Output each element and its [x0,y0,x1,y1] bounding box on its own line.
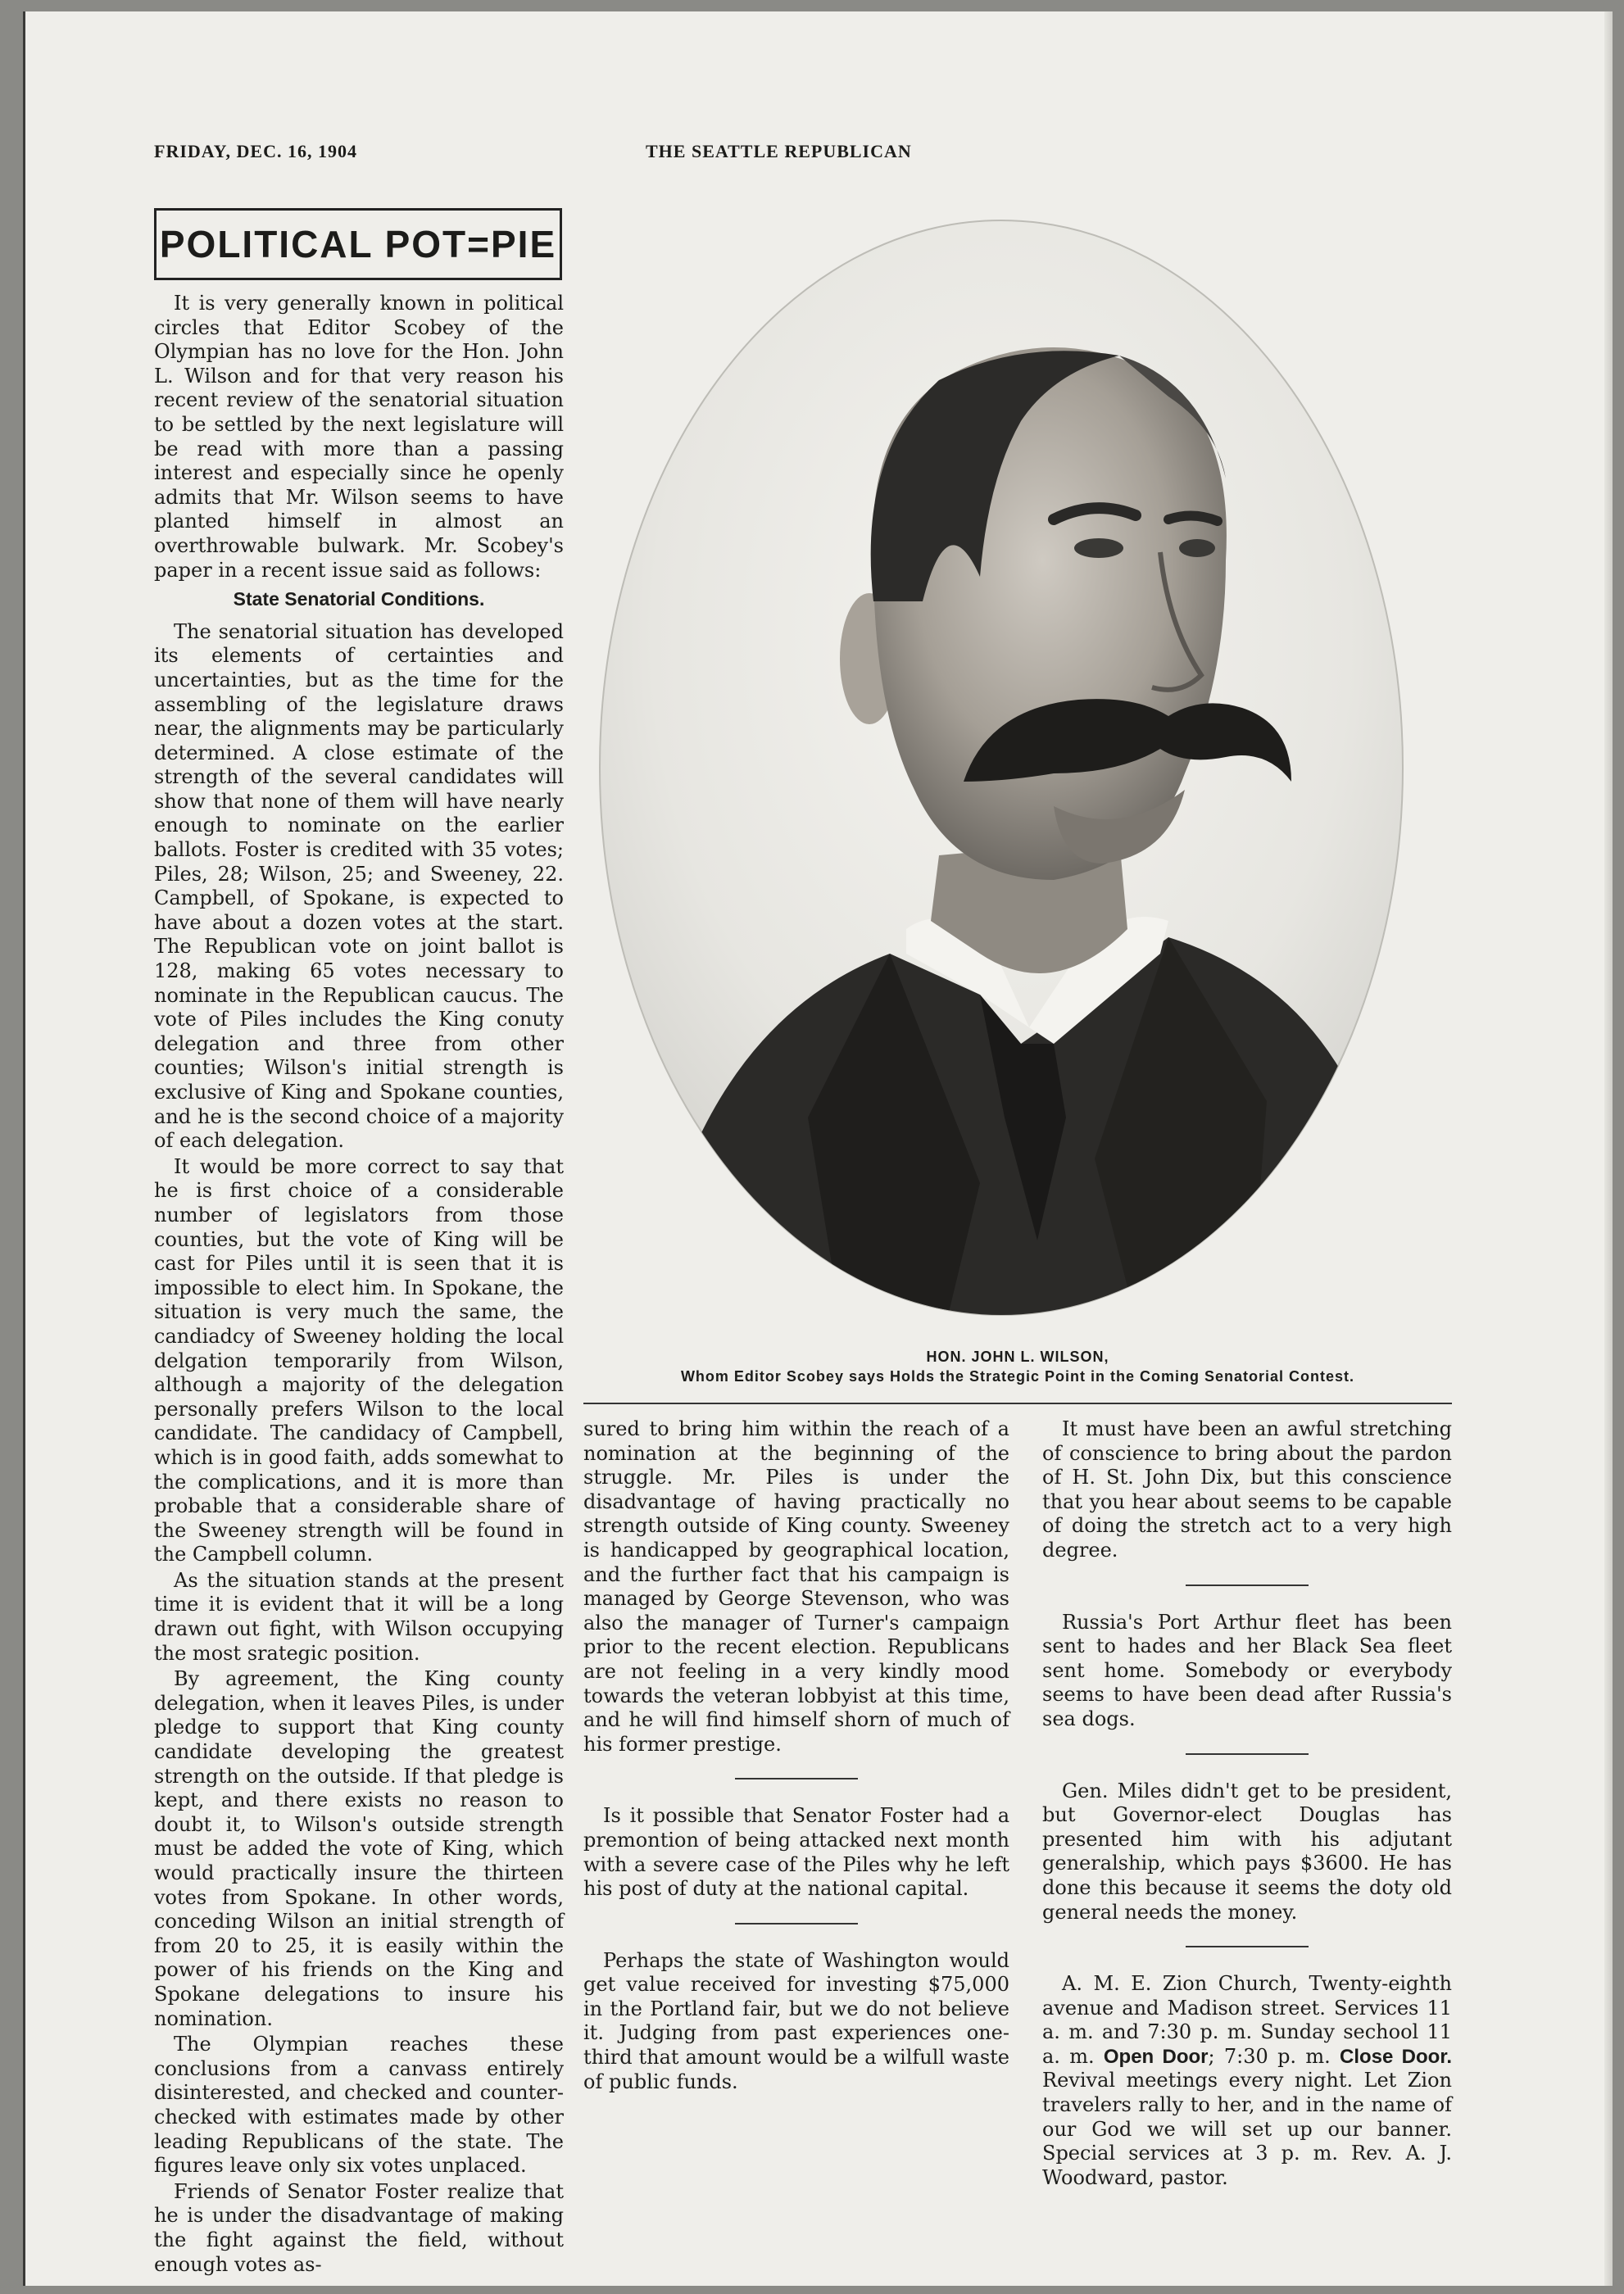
article-paragraph: It would be more correct to say that he is first choice of a considerable number of legislators from those counties, but the vote of King will be cast for Piles until it is seen that it is impossible to elect him. In Spokane, the situation is very much the same, the candiadcy of Sweeney holding the local delgation temporarily from Wilson, although a majority of the delegation personally prefers Wilson to the local candidate. The candidacy of Campbell, which is in good faith, adds somewhat to the complications, and it is more than probable that a considerable share of the Sweeney strength will be found in the Campbell column. [154,1154,564,1566]
item-divider [1186,1946,1309,1947]
caption-description: Whom Editor Scobey says Holds the Strategic Point in the Coming Senatorial Contest. [680,1368,1355,1385]
church-notice-text: ; 7:30 p. m. [1208,2044,1340,2068]
article-paragraph: The Olympian reaches these conclusions from a canvass entirely disinterested, and checked and counter-checked with estimates made by other leading Republicans of the state. The figures leave only six votes unplaced. [154,2033,564,2178]
item-divider [1186,1584,1309,1586]
folio-date: FRIDAY, DEC. 16, 1904 [154,141,357,161]
item-divider [735,1778,858,1779]
photo-caption [583,1347,1452,1386]
caption-divider [583,1403,1452,1404]
article-subhead: State Senatorial Conditions. [233,588,485,610]
article-intro: It is very generally known in political circles that Editor Scobey of the Olympian has no love for the Hon. John L. Wilson and for that very reason his recent review of the senatorial situation to be settled by the next legislature will be read with more than a passing interest and especially since he openly admits that Mr. Wilson seems to have planted himself in almost an overthrowable bulwark. Mr. Scobey's paper in a recent issue said as follows: [154,292,564,582]
article-paragraph: The senatorial situation has developed its elements of certainties and uncertainties, but as the time for the assembling of the legislature draws near, the alignments may be particularly determined. A close estimate of the strength of the several candidates will show that none of them will have nearly enough to nominate on the earlier ballots. Foster is credited with 35 votes; Piles, 28; Wilson, 25; and Sweeney, 22. Campbell, of Spokane, is expected to have about a dozen votes at the start. The Republican vote on joint ballot is 128, making 65 votes necessary to nominate in the Republican caucus. The vote of Piles includes the King conuty delegation and three from other counties; Wilson's initial strength is exclusive of King and Spokane counties, and he is the second choice of a majority of each delegation. [154,619,564,1153]
left-column [154,292,564,2278]
news-item: It must have been an awful stretching of conscience to bring about the pardon of H. St. John Dix, but this conscience that you hear about seems to be capable of doing the stretch act to a very high degree. [1042,1417,1452,1562]
close-door-label: Close Door. [1340,2045,1453,2068]
open-door-label: Open Door [1103,2045,1209,2068]
news-item: Gen. Miles didn't get to be president, but Governor-elect Douglas has presented him with his adjutant generalship, which pays $3600. He has done this because it seems the doty old general needs the money. [1042,1779,1452,1924]
church-notice-text: A. M. E. Zion Church, Twenty-eighth avenue and Madison street. Services 11 a. m. and 7:30 p. m. Sunday sechool 11 a. m. [1042,1972,1452,2068]
news-item: Russia's Port Arthur fleet has been sent to hades and her Black Sea fleet sent home. Somebody or everybody seems to have been dead after Russia's sea dogs. [1042,1610,1452,1730]
headline-box [154,208,562,280]
headline: POLITICAL POT=PIE [159,223,557,265]
caption-name: HON. JOHN L. WILSON, [926,1349,1109,1365]
news-item: Perhaps the state of Washington would get value received for investing $75,000 in the Portland fair, but we do not believe it. Judging from past experiences one-third that amount would be a wilfull waste of public funds. [583,1948,1009,2093]
item-divider [735,1923,858,1925]
middle-column [583,1417,1009,2096]
folio-paper-name: THE SEATTLE REPUBLICAN [646,141,912,161]
church-notice [1042,1972,1452,2190]
church-notice-text: Revival meetings every night. Let Zion travelers rally to her, and in the name of our God we will set up our banner. Special services at 3 p. m. Rev. A. J. Woodward, pastor. [1042,2069,1452,2189]
news-item: Is it possible that Senator Foster had a premontion of being attacked next month with a severe case of the Piles why he left his post of duty at the national capital. [583,1804,1009,1901]
item-divider [1186,1753,1309,1755]
page-edge [1604,11,1613,2286]
right-column [1042,1417,1452,2192]
article-paragraph: By agreement, the King county delegation, when it leaves Piles, is under pledge to support that King county candidate developing the greatest strength on the outside. If that pledge is kept, and there exists no reason to doubt it, to Wilson's outside strength must be added the vote of King, which would practically insure the thirteen votes from Spokane. In other words, conceding Wilson an initial strength of from 20 to 25, it is easily within the power of his friends on the King and Spokane delegations to insure his nomination. [154,1667,564,2030]
article-paragraph: Friends of Senator Foster realize that he is under the disadvantage of making the fight against the field, without enough votes as- [154,2179,564,2276]
article-continuation: sured to bring him within the reach of a nomination at the beginning of the struggle. Mr. Piles is under the disadvantage of having practically no strength outside of King county. Sweeney is handicapped by geographical location, and the further fact that his campaign is managed by George Stevenson, who was also the manager of Turner's campaign prior to the recent election. Republicans are not feeling in a very kindly mood towards the veteran lobbyist at this time, and he will find himself shorn of much of his former prestige. [583,1417,1009,1756]
portrait-photo-icon [595,216,1408,1319]
article-paragraph: As the situation stands at the present time it is evident that it will be a long drawn out fight, with Wilson occupying the most srategic position. [154,1568,564,1665]
